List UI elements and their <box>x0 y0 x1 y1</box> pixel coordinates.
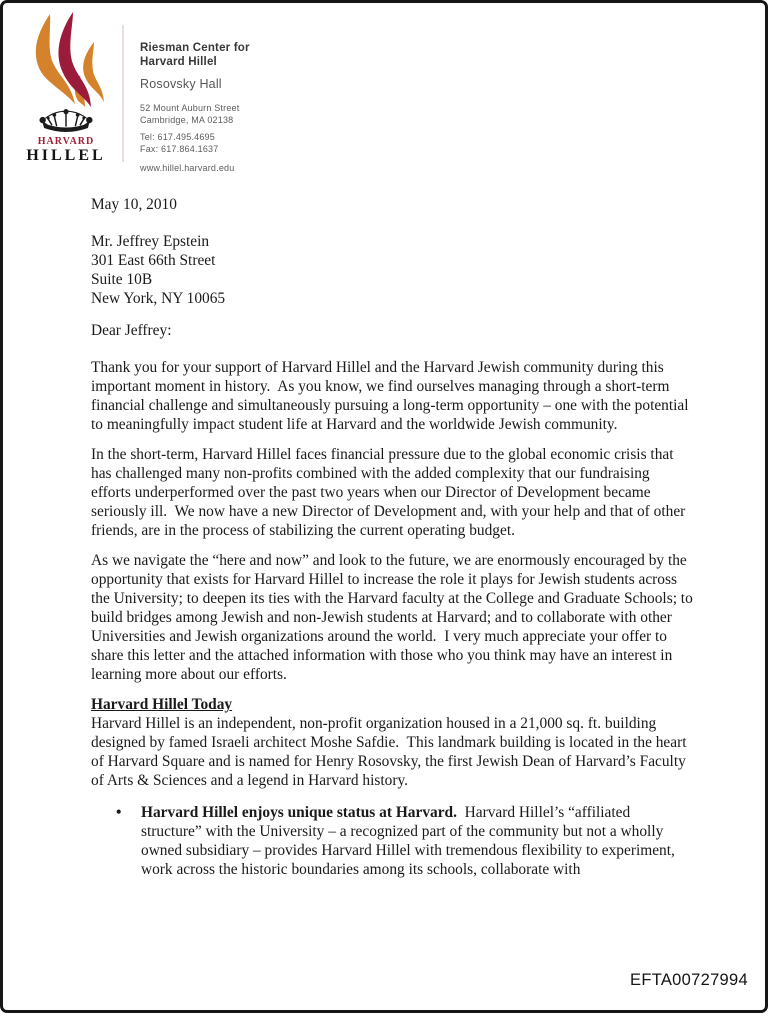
recipient-street: 301 East 66th Street <box>91 252 216 269</box>
recipient-suite: Suite 10B <box>91 271 153 288</box>
logo-hillel-label: HILLEL <box>26 147 106 164</box>
section-heading: Harvard Hillel Today <box>91 696 233 713</box>
crown-icon <box>19 107 113 135</box>
paragraph-3: As we navigate the “here and now” and look to the future, we are enormously encouraged by the opportunity that exists for Harvard Hillel to increase the role it plays for Jewish students across the University; to deepen its ties with the Harvard faculty at the College and Graduate Schools; to build bridges among Jewish and non-Jewish students at Harvard; and to collaborate with other Universities and Jewish organizations around the world. I very much appreciate your offer to share this letter and the attached information with those who you think may have an interest in learning more about our efforts. <box>91 552 693 683</box>
bates-number: EFTA00727994 <box>630 971 748 989</box>
bullet-list <box>91 803 693 879</box>
letterhead-center-name-line1: Riesman Center for <box>140 42 250 54</box>
recipient-city: New York, NY 10065 <box>91 290 226 307</box>
section-harvard-hillel-today <box>91 695 693 790</box>
letterhead-fax: Fax: 617.864.1637 <box>140 143 219 154</box>
bullet-marker: • <box>116 804 122 821</box>
letterhead-tel: Tel: 617.495.4695 <box>140 132 215 142</box>
letterhead-info <box>140 41 250 175</box>
letterhead-street: 52 Mount Auburn Street <box>140 103 240 113</box>
bullet-rest: Harvard Hillel’s “affiliated structure” with the University – a recognized part of the community but not a wholly owned subsidiary – provides Harvard Hillel with tremendous flexibility to experiment, work across the historic boundaries among its schools, collaborate with <box>141 804 675 878</box>
recipient-address-block <box>91 232 693 308</box>
paragraph-2: In the short-term, Harvard Hillel faces financial pressure due to the global economic crisis that has challenged many non-profits combined with the added complexity that our fundraising efforts underperformed over the past two years when our Director of Development became seriously ill. We now have a new Director of Development and, with your help and that of other friends, are in the process of stabilizing the current operating budget. <box>91 446 686 539</box>
letterhead-city: Cambridge, MA 02138 <box>140 114 234 125</box>
section-body: Harvard Hillel is an independent, non-profit organization housed in a 21,000 sq. ft. building designed by famed Israeli architect Moshe Safdie. This landmark building is located in the heart of Harvard Square and is named for Henry Rosovsky, the first Jewish Dean of Harvard’s Faculty of Arts & Sciences and a legend in Harvard history. <box>91 715 687 789</box>
salutation: Dear Jeffrey: <box>91 322 172 339</box>
harvard-hillel-logo <box>19 11 113 165</box>
letter-date: May 10, 2010 <box>91 196 177 213</box>
paragraph-1: Thank you for your support of Harvard Hillel and the Harvard Jewish community during this important moment in history. As you know, we find ourselves managing through a short-term financial challenge and simultaneously pursuing a long-term opportunity – one with the potential to meaningfully impact student life at Harvard and the worldwide Jewish community. <box>91 359 689 433</box>
recipient-name: Mr. Jeffrey Epstein <box>91 233 210 250</box>
letterhead-hall-name: Rosovsky Hall <box>140 77 222 91</box>
letter-body <box>91 195 693 879</box>
bullet-bold-lead: Harvard Hillel enjoys unique status at Harvard. <box>141 804 457 821</box>
letterhead-website: www.hillel.harvard.edu <box>140 163 235 173</box>
logo-harvard-label: HARVARD <box>37 136 95 147</box>
list-item <box>91 803 693 879</box>
letterhead-divider <box>122 25 124 162</box>
letterhead-center-name-line2: Harvard Hillel <box>140 56 217 68</box>
flame-icon <box>19 11 113 107</box>
bullet-text <box>141 803 693 879</box>
